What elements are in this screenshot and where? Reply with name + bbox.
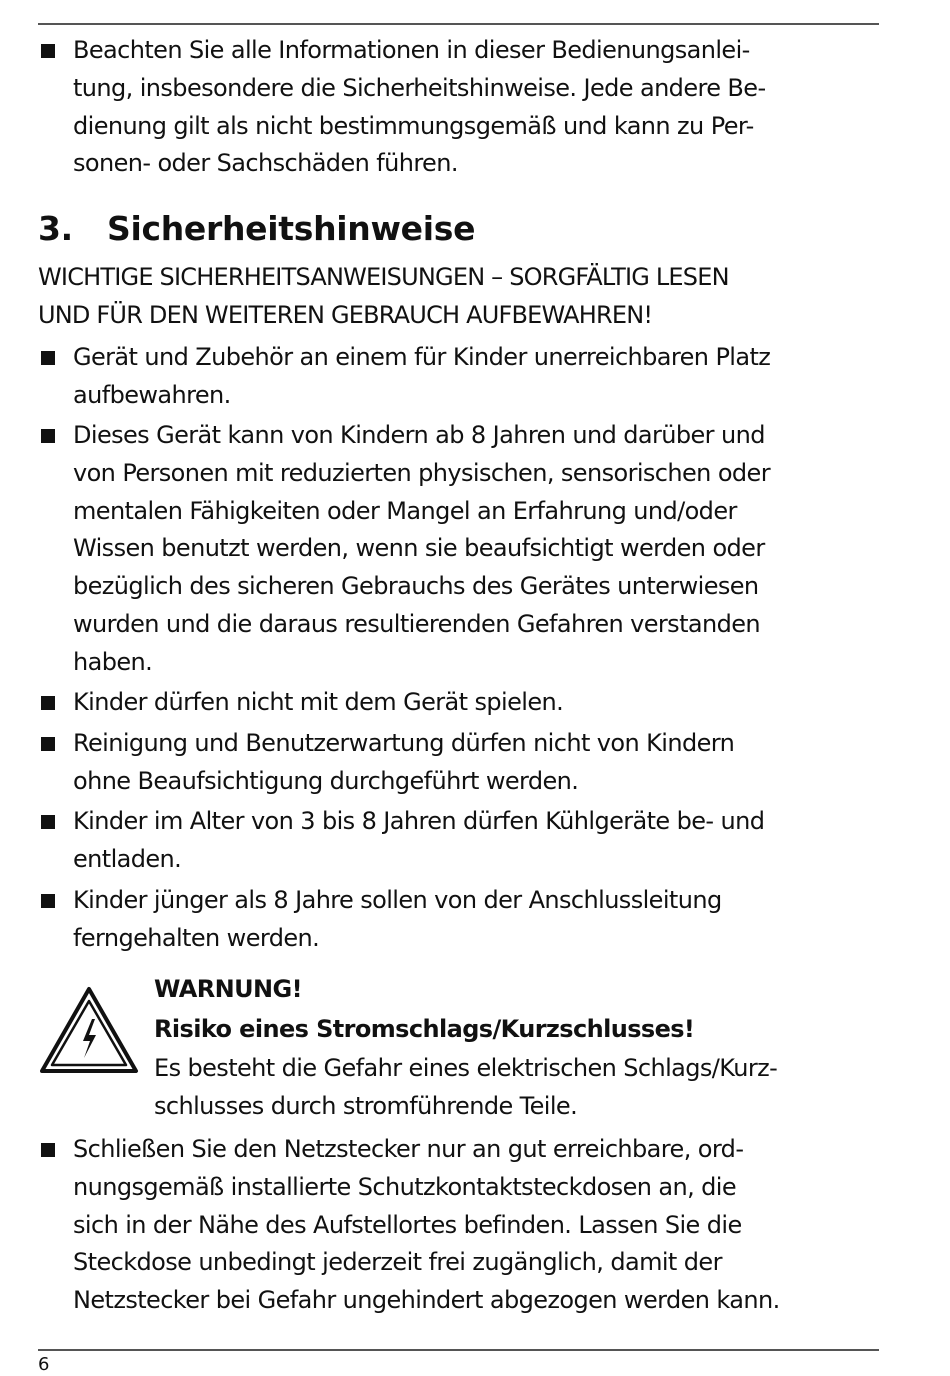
text-line: Dieses Gerät kann von Kindern ab 8 Jahren und darüber und: [73, 421, 765, 449]
bullet-square-icon: [41, 696, 55, 710]
text-line: WICHTIGE SICHERHEITSANWEISUNGEN – SORGFÄLTIG LESEN: [38, 263, 729, 291]
bullet-square-icon: [41, 1143, 55, 1157]
list-item: [38, 725, 879, 801]
bottom-rule: [38, 1349, 879, 1351]
warning-title: WARNUNG!: [154, 975, 302, 1003]
section-title: Sicherheitshinweise: [107, 209, 476, 248]
top-rule: [38, 23, 879, 25]
text-line: Schließen Sie den Netzstecker nur an gut erreichbare, ord-: [73, 1135, 744, 1163]
list-item: [38, 882, 879, 958]
list-item: [38, 684, 879, 722]
text-line: sich in der Nähe des Aufstellortes befinden. Lassen Sie die: [73, 1210, 742, 1239]
text-line: Netzstecker bei Gefahr ungehindert abgezogen werden kann.: [73, 1286, 780, 1315]
text-line: dienung gilt als nicht bestimmungsgemäß und kann zu Per-: [73, 111, 754, 140]
text-line: Es besteht die Gefahr eines elektrischen Schlags/Kurz-: [154, 1054, 778, 1082]
text-line: nungsgemäß installierte Schutzkontaktsteckdosen an, die: [73, 1172, 737, 1201]
text-line: tung, insbesondere die Sicherheitshinweise. Jede andere Be-: [73, 73, 766, 102]
warning-box: [154, 969, 874, 1125]
electric-shock-warning-icon: [38, 985, 140, 1075]
list-item: [38, 803, 879, 879]
bullet-square-icon: [41, 351, 55, 365]
bullet-square-icon: [41, 815, 55, 829]
text-line: bezüglich des sicheren Gebrauchs des Gerätes unterwiesen: [73, 572, 759, 601]
list-item: [38, 417, 879, 682]
important-notice: [38, 259, 729, 334]
text-line: Beachten Sie alle Informationen in dieser Bedienungsanlei-: [73, 36, 750, 64]
text-line: mentalen Fähigkeiten oder Mangel an Erfahrung und/oder: [73, 496, 737, 525]
bullet-square-icon: [41, 429, 55, 443]
text-line: wurden und die daraus resultierenden Gefahren verstanden: [73, 609, 761, 638]
text-line: Kinder im Alter von 3 bis 8 Jahren dürfen Kühlgeräte be- und: [73, 807, 765, 835]
text-line: Wissen benutzt werden, wenn sie beaufsichtigt werden oder: [73, 534, 765, 563]
section-heading: [38, 205, 475, 253]
text-line: Kinder dürfen nicht mit dem Gerät spielen.: [73, 688, 564, 716]
intro-bullet: [38, 32, 879, 183]
warning-subtitle: Risiko eines Stromschlags/Kurzschlusses!: [154, 1015, 695, 1043]
text-line: ohne Beaufsichtigung durchgeführt werden.: [73, 766, 579, 795]
bullet-square-icon: [41, 737, 55, 751]
list-item: [38, 1131, 879, 1320]
section-number: 3.: [38, 209, 73, 248]
text-line: Kinder jünger als 8 Jahre sollen von der Anschlussleitung: [73, 886, 722, 914]
text-line: ferngehalten werden.: [73, 923, 320, 952]
page-number: 6: [38, 1354, 50, 1375]
list-item: [38, 339, 879, 415]
text-line: Reinigung und Benutzerwartung dürfen nicht von Kindern: [73, 729, 735, 757]
text-line: sonen- oder Sachschäden führen.: [73, 149, 458, 178]
text-line: Steckdose unbedingt jederzeit frei zugänglich, damit der: [73, 1248, 722, 1277]
text-line: entladen.: [73, 844, 182, 873]
text-line: UND FÜR DEN WEITEREN GEBRAUCH AUFBEWAHREN!: [38, 300, 653, 329]
text-line: schlusses durch stromführende Teile.: [154, 1092, 578, 1120]
text-line: haben.: [73, 647, 153, 676]
text-line: von Personen mit reduzierten physischen, sensorischen oder: [73, 458, 770, 487]
text-line: aufbewahren.: [73, 380, 231, 409]
bullet-square-icon: [41, 894, 55, 908]
text-line: Gerät und Zubehör an einem für Kinder unerreichbaren Platz: [73, 343, 771, 371]
bullet-square-icon: [41, 44, 55, 58]
